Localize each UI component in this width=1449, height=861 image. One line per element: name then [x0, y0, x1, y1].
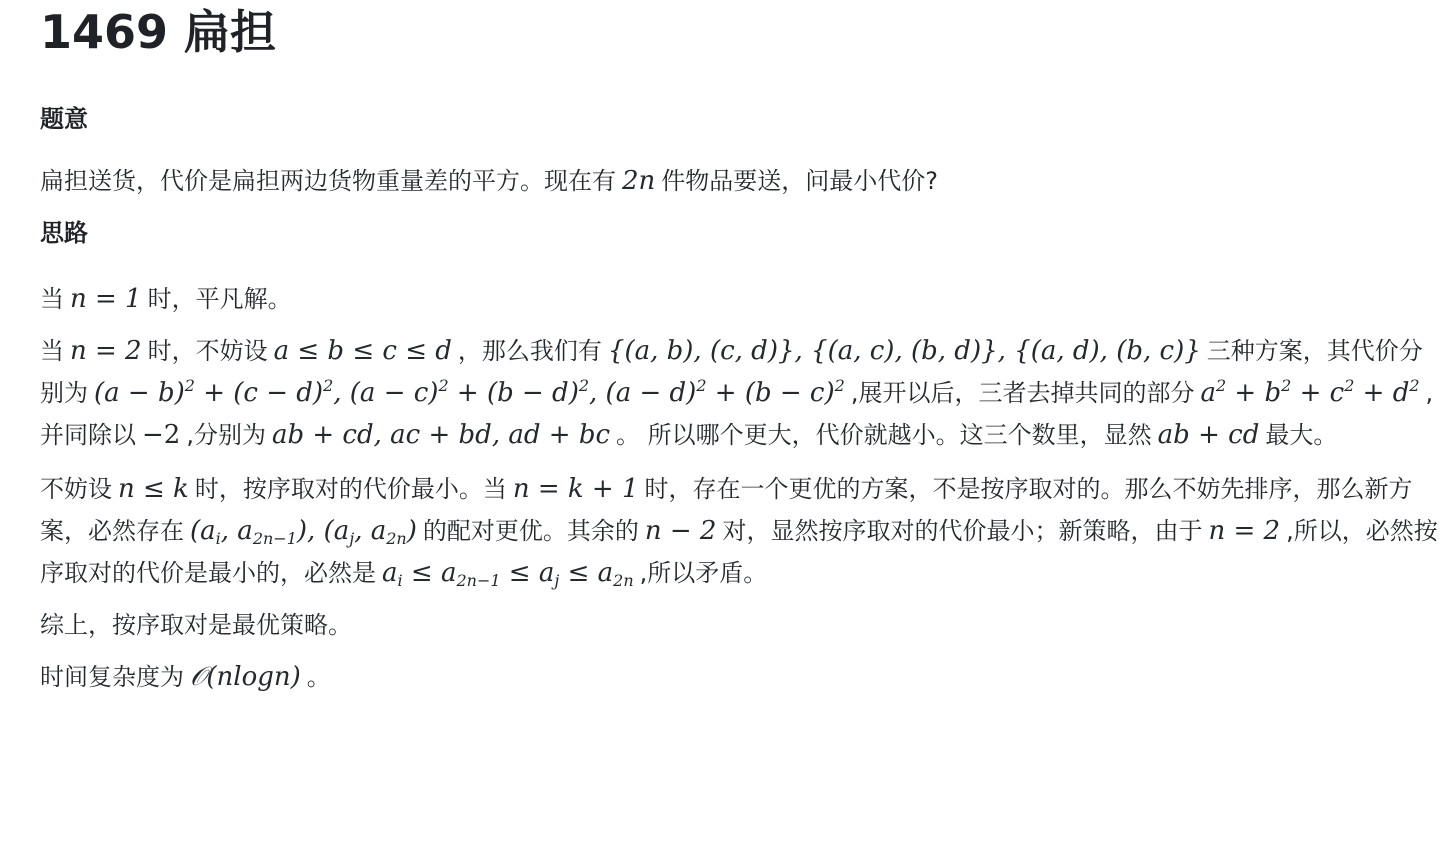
text: 件物品要送，问最小代价?: [661, 167, 939, 195]
page-title: 1469 扁担: [40, 5, 277, 59]
math-costs: $(a - b)^2 + (c - d)^2$, $(a - c)^2 + (b - d)^2$, $(a - d)^2 + (b - c)^2$: [94, 376, 845, 408]
text: 时间复杂度为: [40, 663, 184, 691]
case2-paragraph: [40, 330, 1440, 456]
math-ab-cd: ab + cd: [1157, 420, 1260, 450]
text: 扁担送货，代价是扁担两边货物重量差的平方。现在有: [40, 167, 616, 195]
text: ,所以，必然按序取对的代价是最小的，必然是: [40, 517, 1438, 587]
text: ,展开以后，三者去掉共同的部分: [850, 379, 1195, 407]
math-order: a ≤ b ≤ c ≤ d: [273, 336, 452, 366]
text: ，那么我们有: [457, 337, 602, 365]
math-n-eq-1: n = 1: [70, 284, 142, 314]
math-minus-two: −2: [142, 420, 181, 450]
text: 不妨设: [40, 475, 112, 503]
text: 对，显然按序取对的代价最小；新策略，由于: [722, 517, 1203, 545]
math-n-minus-2: n − 2: [644, 516, 717, 546]
problem-paragraph: [40, 160, 1440, 202]
math-n-le-k: n ≤ k: [118, 474, 189, 504]
text: 最大。: [1265, 421, 1338, 449]
math-2n: 2n: [622, 166, 656, 196]
text: 时，按序取对的代价最小。当: [194, 475, 507, 503]
math-pairings: {(a, b), (c, d)}, {(a, c), (b, d)}, {(a, d), (b, c)}: [607, 336, 1201, 366]
math-chain: $a_i \le a_{2n-1} \le a_j \le a_{2n}$: [382, 558, 634, 590]
math-complexity: 𝒪(nlogn): [190, 662, 301, 692]
solution-heading: 思路: [40, 219, 88, 247]
summary-paragraph: 综上，按序取对是最优策略。: [40, 611, 352, 639]
math-pair-set: ($a_i$, $a_{2n-1}$), ($a_j$, $a_{2n}$): [190, 516, 417, 548]
text: 的配对更优。其余的: [422, 517, 639, 545]
text: 时，存在一个更优的方案，不是按序取对的。那么不妨先排序，那么新方案，必然存在: [40, 475, 1413, 545]
complexity-paragraph: [40, 656, 1440, 698]
text: 时，不妨设: [147, 337, 268, 365]
case1-paragraph: [40, 278, 1440, 320]
text: 。 所以哪个更大，代价就越小。这三个数里，显然: [616, 421, 1152, 449]
math-n-eq-2b: n = 2: [1208, 516, 1281, 546]
text: ,所以矛盾。: [639, 559, 768, 587]
text: ,并同除以: [40, 379, 1434, 449]
math-n-eq-k1: n = k + 1: [512, 474, 639, 504]
math-products: ab + cd, ac + bd, ad + bc: [271, 420, 611, 450]
problem-heading: 题意: [40, 105, 88, 133]
text: 当: [40, 337, 64, 365]
text: 三种方案，其代价分别为: [40, 337, 1423, 407]
induction-paragraph: [40, 468, 1440, 594]
text: 时，平凡解。: [147, 285, 292, 313]
math-n-eq-2: n = 2: [70, 336, 142, 366]
text: ,分别为: [186, 421, 266, 449]
math-squares: $a^2 + b^2 + c^2 + d^2$: [1200, 376, 1420, 408]
text: 当: [40, 285, 64, 313]
text: 。: [306, 663, 331, 691]
article: [40, 0, 1440, 698]
